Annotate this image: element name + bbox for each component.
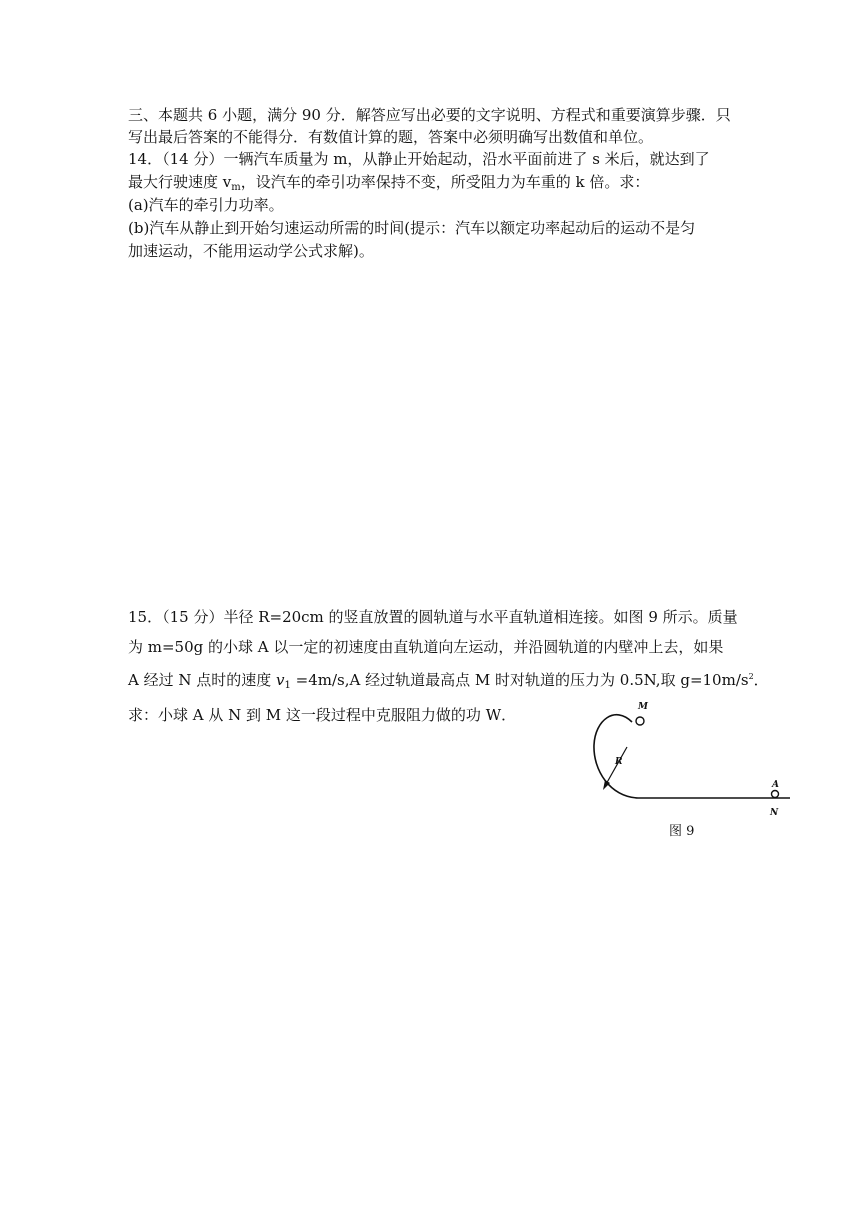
q15-velocity-symbol: v [276,671,285,689]
instructions-line-1: 三、本题共 6 小题，满分 90 分．解答应写出必要的文字说明、方程式和重要演算步骤．只 [128,106,731,124]
track-curve [594,715,790,798]
figure-9-track-diagram [580,690,810,840]
q15-line-3-post: ． [753,671,769,689]
q14-part-b-line-2: 加速运动，不能用运动学公式求解)。 [128,242,374,260]
q14-line-2-pre: 最大行驶速度 v [128,173,232,191]
q15-line-4: 求：小球 A 从 N 到 M 这一段过程中克服阻力做的功 W． [128,706,517,724]
q15-line-3-mid: =4m/s,A 经过轨道最高点 M 时对轨道的压力为 0.5N,取 g=10m/s [290,671,749,689]
q15-line-3-pre: A 经过 N 点时的速度 [128,671,277,689]
ball-m [636,717,644,725]
q15-line-2: 为 m=50g 的小球 A 以一定的初速度由直轨道向左运动，并沿圆轨道的内壁冲上去，如果 [128,638,724,656]
label-m: M [638,702,648,712]
label-n: N [770,808,779,818]
figure-caption: 图 9 [669,824,695,839]
label-r: R [615,757,623,767]
q14-line-2-post: ，设汽车的牵引功率保持不变，所受阻力为车重的 k 倍。求： [240,173,650,191]
ball-a [772,791,779,798]
q14-part-a: (a)汽车的牵引力功率。 [128,196,284,214]
q15-g-superscript: 2 [748,672,754,681]
q14-vm-subscript: m [231,182,241,193]
label-a: A [772,780,779,790]
q15-line-1: 15．（15 分）半径 R=20cm 的竖直放置的圆轨道与水平直轨道相连接。如图 9 所示。质量 [128,608,738,626]
q14-line-1: 14．（14 分）一辆汽车质量为 m，从静止开始起动，沿水平面前进了 s 米后，就达到了 [128,150,710,168]
instructions-line-2: 写出最后答案的不能得分．有数值计算的题，答案中必须明确写出数值和单位。 [128,128,654,146]
q15-velocity-subscript: 1 [284,680,291,691]
q14-part-b-line-1: (b)汽车从静止到开始匀速运动所需的时间(提示：汽车以额定功率起动后的运动不是匀 [128,219,696,237]
